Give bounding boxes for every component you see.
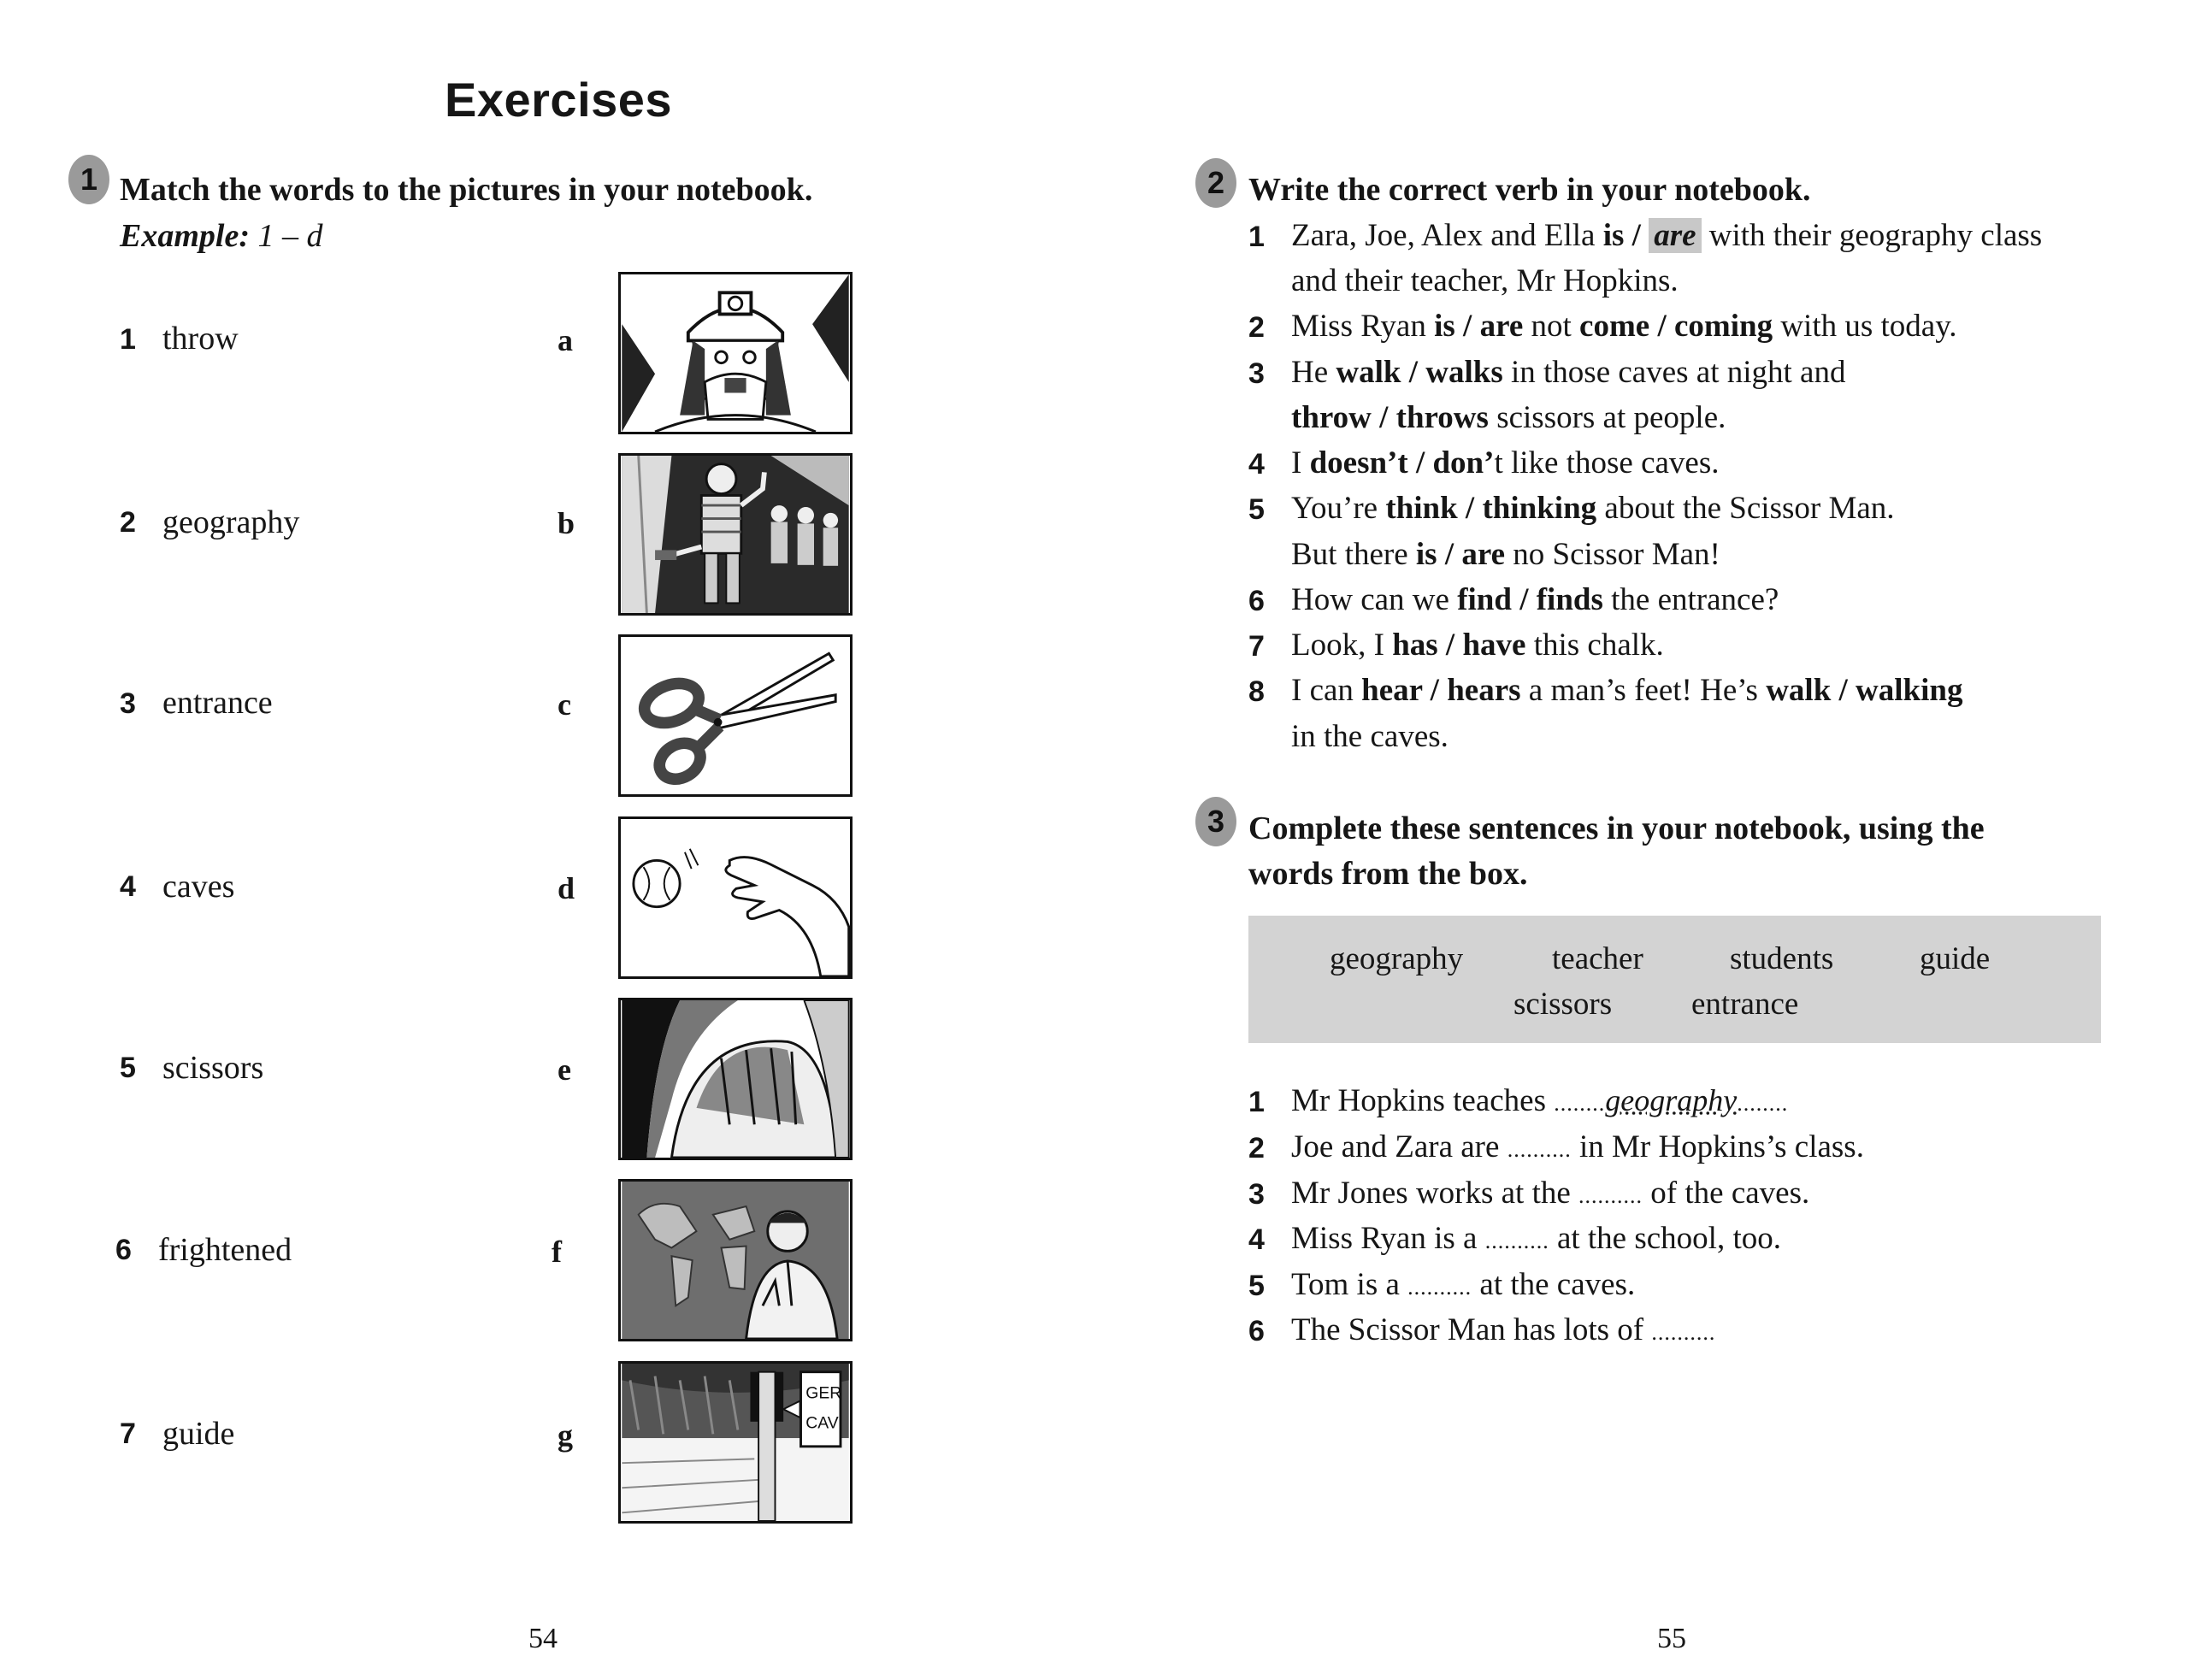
guide-sign-illustration bbox=[621, 1364, 850, 1521]
text: at the caves. bbox=[1472, 1267, 1636, 1302]
word-number: 2 bbox=[120, 506, 136, 539]
verb-choice: is / are bbox=[1434, 309, 1524, 344]
word-item: frightened bbox=[158, 1232, 292, 1268]
text: How can we bbox=[1291, 582, 1458, 617]
text: no Scissor Man! bbox=[1505, 537, 1720, 572]
picture-letter: b bbox=[558, 506, 575, 540]
text: in those caves at night and bbox=[1502, 355, 1846, 390]
verb-item-line bbox=[1291, 354, 1845, 391]
text: Mr Hopkins teaches bbox=[1291, 1083, 1555, 1118]
choice-is: is bbox=[1602, 218, 1625, 253]
word-number: 7 bbox=[120, 1418, 136, 1450]
sentence-item bbox=[1291, 1129, 1864, 1165]
sentence-item bbox=[1291, 1266, 1635, 1303]
verb-choice: hear / hears bbox=[1361, 673, 1521, 708]
word-item: geography bbox=[162, 504, 300, 540]
picture-letter: g bbox=[558, 1418, 573, 1453]
item-number: 3 bbox=[1248, 357, 1265, 390]
geography-illustration bbox=[621, 1182, 850, 1339]
box-word: scissors bbox=[1513, 987, 1613, 1022]
text: I bbox=[1291, 445, 1310, 480]
cave-entrance-illustration bbox=[621, 1000, 850, 1158]
item-number: 7 bbox=[1248, 630, 1265, 663]
picture-a-frightened-girl bbox=[618, 272, 853, 434]
text: not bbox=[1523, 309, 1580, 344]
text: The Scissor Man has lots of bbox=[1291, 1312, 1652, 1347]
word-number: 3 bbox=[120, 687, 136, 720]
verb-choice: find / finds bbox=[1457, 582, 1603, 617]
verb-item-line bbox=[1291, 672, 1962, 709]
text: I can bbox=[1291, 673, 1362, 708]
word-number: 5 bbox=[120, 1052, 136, 1084]
verb-item-line bbox=[1291, 445, 1720, 481]
picture-g-guide-sign bbox=[618, 1361, 853, 1524]
item-number: 3 bbox=[1248, 1178, 1265, 1211]
picture-letter: c bbox=[558, 687, 571, 722]
verb-item-line: and their teacher, Mr Hopkins. bbox=[1291, 263, 1679, 298]
box-word: geography bbox=[1330, 941, 1464, 976]
text: with us today. bbox=[1773, 309, 1957, 344]
blank: .......... bbox=[1651, 1320, 1716, 1345]
verb-choice: walk / walking bbox=[1766, 673, 1963, 708]
word-box bbox=[1248, 916, 2101, 1043]
box-word: guide bbox=[1920, 941, 1991, 976]
text: Tom is a bbox=[1291, 1267, 1408, 1302]
verb-choice: doesn’t / don’ bbox=[1309, 445, 1495, 480]
text: scissors at people. bbox=[1488, 400, 1726, 435]
picture-letter: d bbox=[558, 871, 575, 905]
example-value: 1 – d bbox=[257, 218, 323, 254]
verb-item-line bbox=[1291, 308, 1957, 345]
verb-item-line bbox=[1291, 627, 1664, 663]
picture-b-cave-guide bbox=[618, 453, 853, 616]
exercise-3-badge: 3 bbox=[1195, 797, 1236, 846]
exercise-1-instruction: Match the words to the pictures in your notebook. bbox=[120, 172, 813, 208]
verb-item-line bbox=[1291, 536, 1720, 573]
verb-choice: is / are bbox=[1415, 537, 1506, 572]
example-answer: geography bbox=[1605, 1083, 1738, 1117]
verb-choice: has / have bbox=[1392, 628, 1526, 663]
text: Look, I bbox=[1291, 628, 1393, 663]
exercise-1-badge: 1 bbox=[68, 155, 109, 204]
verb-choice: come / coming bbox=[1579, 309, 1773, 344]
text: He bbox=[1291, 355, 1336, 390]
blank: .......... bbox=[1507, 1137, 1572, 1162]
scissors-illustration bbox=[621, 637, 850, 794]
verb-choice: throw / throws bbox=[1291, 400, 1489, 435]
text: Joe and Zara are bbox=[1291, 1129, 1508, 1164]
picture-d-throw bbox=[618, 816, 853, 979]
text: of the caves. bbox=[1643, 1176, 1810, 1211]
blank: .......... bbox=[1407, 1275, 1472, 1300]
word-number: 6 bbox=[115, 1234, 132, 1266]
picture-f-geography bbox=[618, 1179, 853, 1341]
separator: / bbox=[1624, 218, 1649, 253]
blank: .......... bbox=[1578, 1183, 1643, 1208]
text: with their geography class bbox=[1701, 218, 2043, 253]
sentence-item bbox=[1291, 1175, 1809, 1211]
text: Zara, Joe, Alex and Ella bbox=[1291, 218, 1603, 253]
blank: .......... bbox=[1484, 1229, 1549, 1253]
exercise-3-instruction-line2: words from the box. bbox=[1248, 856, 1528, 892]
verb-item-line bbox=[1291, 217, 2042, 254]
exercise-1-example bbox=[120, 217, 322, 255]
picture-e-cave-entrance bbox=[618, 998, 853, 1160]
item-number: 4 bbox=[1248, 448, 1265, 480]
word-number: 4 bbox=[120, 870, 136, 903]
exercise-2-badge: 2 bbox=[1195, 158, 1236, 208]
verb-item-line bbox=[1291, 581, 1779, 618]
box-word: teacher bbox=[1552, 941, 1643, 976]
text: t like those caves. bbox=[1494, 445, 1720, 480]
verb-choice: think / thinking bbox=[1385, 491, 1597, 526]
sentence-item bbox=[1291, 1082, 1788, 1119]
cave-guide-illustration bbox=[621, 456, 850, 613]
example-label: Example: bbox=[120, 218, 250, 254]
text: the entrance? bbox=[1602, 582, 1779, 617]
picture-c-scissors bbox=[618, 634, 853, 797]
exercise-2-instruction: Write the correct verb in your notebook. bbox=[1248, 172, 1811, 208]
box-word: entrance bbox=[1691, 987, 1799, 1022]
item-number: 6 bbox=[1248, 1315, 1265, 1347]
text: about the Scissor Man. bbox=[1596, 491, 1895, 526]
word-item: guide bbox=[162, 1416, 235, 1452]
frightened-girl-illustration bbox=[621, 274, 850, 432]
picture-letter: e bbox=[558, 1052, 571, 1087]
picture-letter: a bbox=[558, 323, 573, 357]
text: But there bbox=[1291, 537, 1416, 572]
text: a man’s feet! He’s bbox=[1520, 673, 1767, 708]
verb-item-line: in the caves. bbox=[1291, 719, 1449, 754]
word-item: caves bbox=[162, 869, 235, 905]
text: at the school, too. bbox=[1549, 1221, 1781, 1256]
sign-text-line1: GER bbox=[805, 1383, 842, 1403]
item-number: 2 bbox=[1248, 311, 1265, 344]
verb-choice: walk / walks bbox=[1336, 355, 1503, 390]
sentence-item bbox=[1291, 1220, 1781, 1257]
item-number: 5 bbox=[1248, 1270, 1265, 1302]
text: Mr Jones works at the bbox=[1291, 1176, 1579, 1211]
word-item: entrance bbox=[162, 685, 273, 721]
exercise-3-instruction-line1: Complete these sentences in your notebook, using the bbox=[1248, 811, 1985, 846]
item-number: 1 bbox=[1248, 1086, 1265, 1118]
box-word: students bbox=[1730, 941, 1834, 976]
item-number: 1 bbox=[1248, 221, 1265, 253]
item-number: 4 bbox=[1248, 1223, 1265, 1256]
text: You’re bbox=[1291, 491, 1386, 526]
picture-letter: f bbox=[552, 1235, 562, 1269]
word-item: throw bbox=[162, 321, 239, 357]
blank: ........ bbox=[1554, 1091, 1606, 1116]
verb-item-line bbox=[1291, 490, 1895, 527]
word-number: 1 bbox=[120, 323, 136, 356]
text: in Mr Hopkins’s class. bbox=[1571, 1129, 1864, 1164]
text: this chalk. bbox=[1525, 628, 1664, 663]
text: Miss Ryan is a bbox=[1291, 1221, 1485, 1256]
throw-illustration bbox=[621, 819, 850, 976]
page-title: Exercises bbox=[445, 73, 673, 127]
item-number: 5 bbox=[1248, 493, 1265, 526]
word-item: scissors bbox=[162, 1050, 264, 1086]
item-number: 6 bbox=[1248, 585, 1265, 617]
blank: ........ bbox=[1737, 1091, 1789, 1116]
sign-text-line2: CAV bbox=[805, 1413, 839, 1433]
item-number: 8 bbox=[1248, 675, 1265, 708]
item-number: 2 bbox=[1248, 1132, 1265, 1164]
selected-answer: are bbox=[1649, 218, 1701, 253]
sentence-item bbox=[1291, 1312, 1715, 1348]
text: Miss Ryan bbox=[1291, 309, 1435, 344]
verb-item-line bbox=[1291, 399, 1726, 436]
page-number-right: 55 bbox=[1657, 1623, 1686, 1654]
page-number-left: 54 bbox=[528, 1623, 558, 1654]
